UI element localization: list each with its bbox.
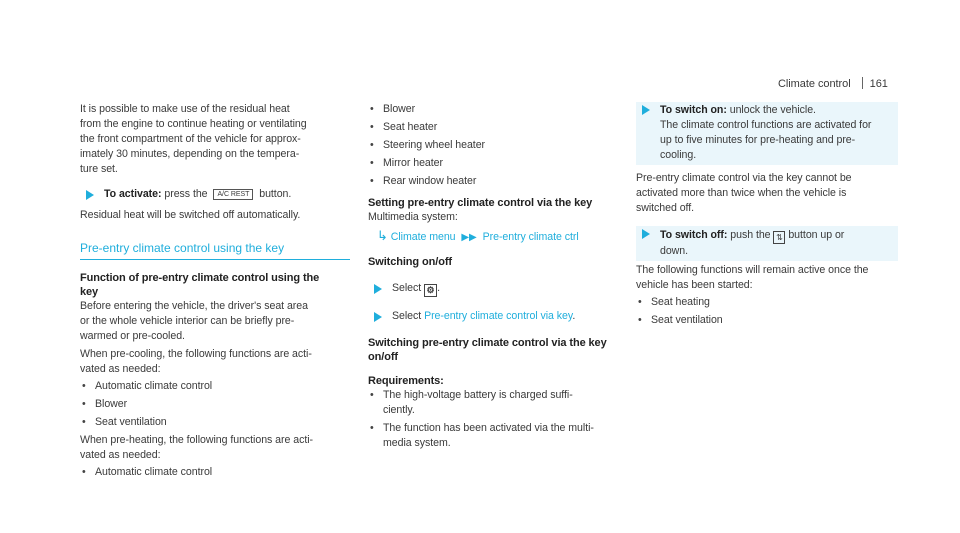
step-text: push the: [730, 229, 771, 241]
setting-title: Setting pre-entry climate control via the key: [368, 197, 593, 209]
select-step-2: Select Pre-entry climate control via key.: [368, 309, 620, 324]
text-line: When pre-cooling, the following functions are acti-: [80, 348, 312, 360]
list-item: • Seat ventilation: [80, 415, 350, 430]
list-item: • Rear window heater: [368, 174, 620, 189]
menu-path: [368, 228, 620, 245]
requirements-list: [368, 388, 620, 451]
step-text: button.: [259, 188, 292, 200]
text-line: the front compartment of the vehicle for approx-: [80, 133, 301, 145]
text-line: warmed or pre-cooled.: [80, 330, 185, 342]
step-label: To switch off:: [660, 229, 728, 241]
switch-off-step: [636, 226, 898, 261]
section-title: Pre-entry climate control using the key: [80, 241, 350, 260]
menu-item-pre-entry: Pre-entry climate ctrl: [482, 231, 579, 243]
residual-note: Residual heat will be switched off automatically.: [80, 209, 301, 221]
remain-active-list: [636, 295, 898, 328]
text-line: Pre-entry climate control via the key cannot be: [636, 172, 852, 184]
list-item: [368, 388, 620, 418]
column-right: [636, 102, 898, 328]
step-label: To switch on:: [660, 104, 727, 116]
text-line: • The function has been activated via the multi-: [383, 422, 594, 434]
list-item: • Blower: [80, 397, 350, 412]
limit-paragraph: [636, 171, 898, 216]
ac-rest-button-icon: A/C REST: [213, 189, 253, 200]
step-text: Select: [392, 310, 422, 322]
text-line: When pre-heating, the following functions are acti-: [80, 434, 313, 446]
step-arrow-icon: [374, 312, 382, 322]
switching-key-title: [368, 336, 620, 364]
column-left: [80, 102, 350, 480]
column-middle: [368, 102, 620, 451]
text-line: cooling.: [660, 149, 697, 161]
heating-paragraph: [80, 433, 350, 463]
list-item: [368, 421, 620, 451]
list-item: • Seat ventilation: [636, 313, 898, 328]
text-line: ciently.: [383, 404, 415, 416]
remain-active-paragraph: [636, 263, 898, 293]
list-item: • Automatic climate control: [80, 465, 350, 480]
menu-separator-icon: ▶▶: [461, 232, 477, 243]
step-label: To activate:: [104, 188, 162, 200]
text-line: from the engine to continue heating or ventilating: [80, 118, 307, 130]
list-item: • Automatic climate control: [80, 379, 350, 394]
text-line: imately 30 minutes, depending on the tempera-: [80, 148, 300, 160]
text-line: vated as needed:: [80, 449, 161, 461]
step-arrow-icon: [374, 284, 382, 294]
text-line: vated as needed:: [80, 363, 161, 375]
menu-item-climate: Climate menu: [390, 231, 456, 243]
heating-list: [80, 465, 350, 480]
activate-step: [80, 187, 350, 202]
title-line: key: [80, 286, 99, 298]
step-arrow-icon: [642, 229, 650, 239]
settings-icon: ⚙: [424, 284, 437, 297]
list-item: • Steering wheel heater: [368, 138, 620, 153]
title-line: on/off: [368, 351, 398, 363]
text-line: The following functions will remain active once the: [636, 264, 869, 276]
step-text: press the: [164, 188, 208, 200]
text-line: unlock the vehicle.: [729, 104, 816, 116]
step-text: button up or: [788, 229, 845, 241]
text-line: ture set.: [80, 163, 118, 175]
text-line: vehicle has been started:: [636, 279, 753, 291]
menu-entry-icon: ↳: [377, 228, 388, 243]
text-line: It is possible to make use of the residual heat: [80, 103, 290, 115]
requirements-title: Requirements:: [368, 375, 444, 387]
text-line: activated more than twice when the vehicle is: [636, 187, 847, 199]
menu-item-link: Pre-entry climate control via key: [424, 310, 573, 322]
multimedia-label: Multimedia system:: [368, 211, 458, 223]
text-line: The climate control functions are activated for: [660, 119, 872, 131]
intro-paragraph: [80, 102, 350, 177]
text-line: switched off.: [636, 202, 695, 214]
text-line: media system.: [383, 437, 451, 449]
title-line: Switching pre-entry climate control via the key: [368, 337, 607, 349]
switching-title: Switching on/off: [368, 256, 452, 268]
heating-list-continued: [368, 102, 620, 189]
cooling-paragraph: [80, 347, 350, 377]
before-paragraph: [80, 299, 350, 344]
text-line: down.: [660, 245, 689, 257]
list-item: • Blower: [368, 102, 620, 117]
list-item: • Seat heating: [636, 295, 898, 310]
text-line: up to five minutes for pre-heating and pre-: [660, 134, 856, 146]
text-line: • The high-voltage battery is charged suffi-: [383, 389, 573, 401]
step-arrow-icon: [86, 190, 94, 200]
text-line: or the whole vehicle interior can be briefly pre-: [80, 315, 295, 327]
section-name: Climate control: [778, 78, 851, 90]
list-item: • Seat heater: [368, 120, 620, 135]
switch-on-step: [636, 102, 898, 165]
seat-climate-button-icon: ⇅: [773, 231, 785, 244]
text-line: Before entering the vehicle, the driver's seat area: [80, 300, 308, 312]
step-text: Select: [392, 282, 422, 294]
running-header: [778, 77, 888, 92]
subsection-title: [80, 271, 350, 299]
page-number: 161: [869, 78, 888, 90]
header-divider: [862, 77, 863, 89]
cooling-list: [80, 379, 350, 430]
list-item: • Mirror heater: [368, 156, 620, 171]
title-line: Function of pre-entry climate control using the: [80, 272, 320, 284]
step-arrow-icon: [642, 105, 650, 115]
select-step-1: Select ⚙ .: [368, 281, 620, 297]
